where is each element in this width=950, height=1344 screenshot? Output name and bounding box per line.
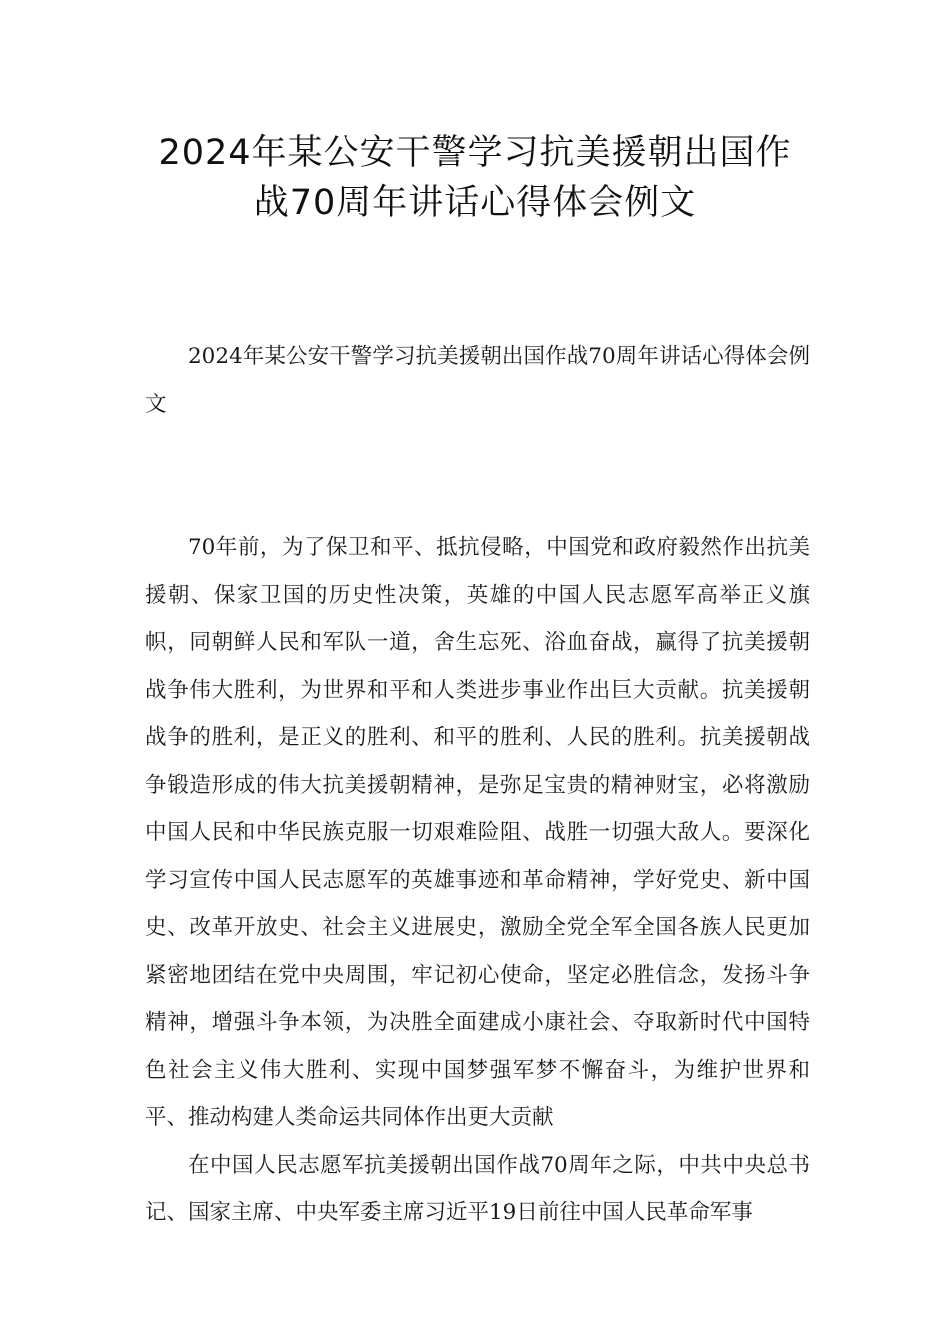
paragraph-spacer bbox=[145, 428, 810, 524]
document-body bbox=[145, 333, 810, 1237]
body-paragraph: 在中国人民志愿军抗美援朝出国作战70周年之际，中共中央总书记、国家主席、中央军委主席习近平19日前往中国人民革命军事 bbox=[145, 1152, 810, 1225]
document-title-line-2: 战70周年讲话心得体会例文 bbox=[253, 183, 697, 223]
document-title-line-1: 2024年某公安干警学习抗美援朝出国作 bbox=[158, 133, 792, 173]
body-paragraph: 70年前，为了保卫和平、抵抗侵略，中国党和政府毅然作出抗美援朝、保家卫国的历史性决策，英雄的中国人民志愿军高举正义旗帜，同朝鲜人民和军队一道，舍生忘死、浴血奋战，赢得了抗美援朝战争伟大胜利，为世界和平和人类进步事业作出巨大贡献。抗美援朝战争的胜利，是正义的胜利、和平的胜利、人民的胜利。抗美援朝战争锻造形成的伟大抗美援朝精神，是弥足宝贵的精神财宝，必将激励中国人民和中华民族克服一切艰难险阻、战胜一切强大敌人。要深化学习宣传中国人民志愿军的英雄事迹和革命精神，学好党史、新中国史、改革开放史、社会主义进展史，激励全党全军全国各族人民更加紧密地团结在党中央周围，牢记初心使命，坚定必胜信念，发扬斗争精神，增强斗争本领，为决胜全面建成小康社会、夺取新时代中国特色社会主义伟大胜利、实现中国梦强军梦不懈奋斗，为维护世界和平、推动构建人类命运共同体作出更大贡献 bbox=[145, 535, 810, 1130]
document-title bbox=[130, 128, 820, 228]
body-paragraph-heading: 2024年某公安干警学习抗美援朝出国作战70周年讲话心得体会例文 bbox=[145, 344, 810, 417]
